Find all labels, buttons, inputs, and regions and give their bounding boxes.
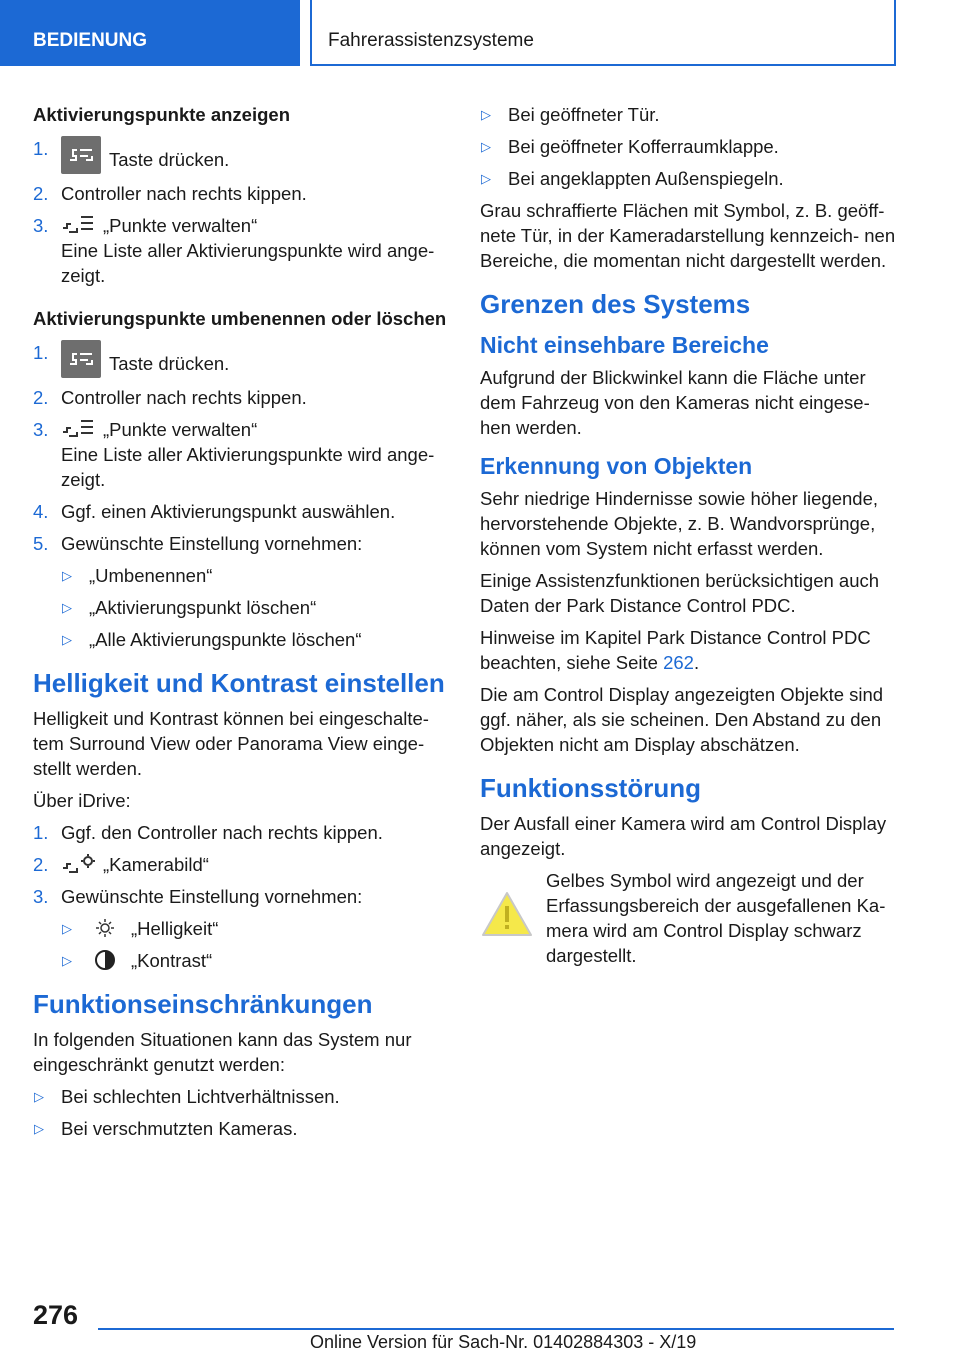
left-column <box>33 102 449 1148</box>
heading-system-limits: Grenzen des Systems <box>480 289 751 319</box>
step-4: 4. Ggf. einen Aktivierungspunkt auswählen. <box>33 501 396 522</box>
step-1: 1. Taste drücken. <box>33 136 449 174</box>
camera-button-icon <box>61 136 101 174</box>
heading-malfunction: Funktionsstörung <box>480 773 701 803</box>
camera-button-icon <box>61 340 101 378</box>
list-item: ▷ „Helligkeit“ <box>62 918 219 939</box>
brightness-icon <box>89 917 125 939</box>
list-item: ▷ „Umbenennen“ <box>62 565 213 586</box>
warning-text: Gelbes Symbol wird angezeigt und der Erfassungsbereich der ausgefallenen Ka- mera wird am Control Display schwarz dargestellt. <box>546 870 886 966</box>
contrast-icon <box>89 949 125 971</box>
footer-divider <box>98 1328 894 1330</box>
list-item: ▷ Bei geöffneter Kofferraumklappe. <box>481 136 779 157</box>
manage-points-icon <box>61 418 97 440</box>
camera-settings-icon <box>61 853 97 875</box>
paragraph: Der Ausfall einer Kamera wird am Control Display angezeigt. <box>480 813 887 859</box>
step-3: 3. „Punkte verwalten“ Eine Liste aller Aktivierungspunkte wird ange- zeigt. <box>33 215 435 286</box>
page-link[interactable]: 262 <box>663 652 694 673</box>
paragraph: Grau schraffierte Flächen mit Symbol, z. B. geöff- nete Tür, in der Kameradarstellung kennzeich- nen Bereiche, die momentan nicht dargestellt werden. <box>480 200 896 271</box>
step-5: 5. Gewünschte Einstellung vornehmen: <box>33 533 363 554</box>
heading-object-detection: Erkennung von Objekten <box>480 453 753 479</box>
list-item: ▷ „Kontrast“ <box>62 950 213 971</box>
step-1: 1. Taste drücken. <box>33 340 449 378</box>
section-tab: BEDIENUNG <box>0 0 300 66</box>
paragraph: Hinweise im Kapitel Park Distance Control PDC beachten, siehe Seite 262. <box>480 627 871 673</box>
page-header <box>0 0 960 66</box>
chapter-title: Fahrerassistenzsysteme <box>310 0 896 66</box>
paragraph: Einige Assistenzfunktionen berücksichtigen auch Daten der Park Distance Control PDC. <box>480 570 880 616</box>
step-3: 3. Gewünschte Einstellung vornehmen: <box>33 886 363 907</box>
step-3: 3. „Punkte verwalten“ Eine Liste aller Aktivierungspunkte wird ange- zeigt. <box>33 419 435 490</box>
heading-limitations: Funktionseinschränkungen <box>33 989 373 1019</box>
step-2: 2. Controller nach rechts kippen. <box>33 387 307 408</box>
list-item: ▷ Bei verschmutzten Kameras. <box>34 1118 298 1139</box>
warning-triangle-icon <box>480 890 534 938</box>
list-item: ▷ „Aktivierungspunkt löschen“ <box>62 597 317 618</box>
list-item: ▷ Bei angeklappten Außenspiegeln. <box>481 168 784 189</box>
list-item: ▷ Bei schlechten Lichtverhältnissen. <box>34 1086 340 1107</box>
paragraph: Aufgrund der Blickwinkel kann die Fläche unter dem Fahrzeug von den Kameras nicht eingese- hen werden. <box>480 367 870 438</box>
warning-block <box>480 868 900 968</box>
paragraph: Über iDrive: <box>33 790 131 811</box>
list-item: ▷ „Alle Aktivierungspunkte löschen“ <box>62 629 362 650</box>
manage-points-icon <box>61 214 97 236</box>
step-2: 2. Controller nach rechts kippen. <box>33 183 307 204</box>
paragraph: Helligkeit und Kontrast können bei eingeschalte- tem Surround View oder Panorama View einge- stellt werden. <box>33 708 429 779</box>
right-column <box>480 102 900 968</box>
subheading-show-points: Aktivierungspunkte anzeigen <box>33 104 290 125</box>
step-1: 1. Ggf. den Controller nach rechts kippen. <box>33 822 383 843</box>
footer-online-version: Online Version für Sach-Nr. 01402884303 - X/19 <box>310 1332 697 1352</box>
heading-brightness-contrast: Helligkeit und Kontrast einstellen <box>33 668 445 698</box>
heading-blind-areas: Nicht einsehbare Bereiche <box>480 332 769 358</box>
page-number: 276 <box>33 1300 79 1330</box>
step-2: 2. „Kamerabild“ <box>33 854 209 875</box>
paragraph: Die am Control Display angezeigten Objekte sind ggf. näher, als sie scheinen. Den Abstand zu den Objekten nicht am Display abschätzen. <box>480 684 884 755</box>
subheading-rename-points: Aktivierungspunkte umbenennen oder löschen <box>33 308 447 329</box>
paragraph: Sehr niedrige Hindernisse sowie höher liegende, hervorstehende Objekte, z. B. Wandvorsprünge, können vom System nicht erfasst werden. <box>480 488 878 559</box>
paragraph: In folgenden Situationen kann das System nur eingeschränkt genutzt werden: <box>33 1029 412 1075</box>
list-item: ▷ Bei geöffneter Tür. <box>481 104 660 125</box>
